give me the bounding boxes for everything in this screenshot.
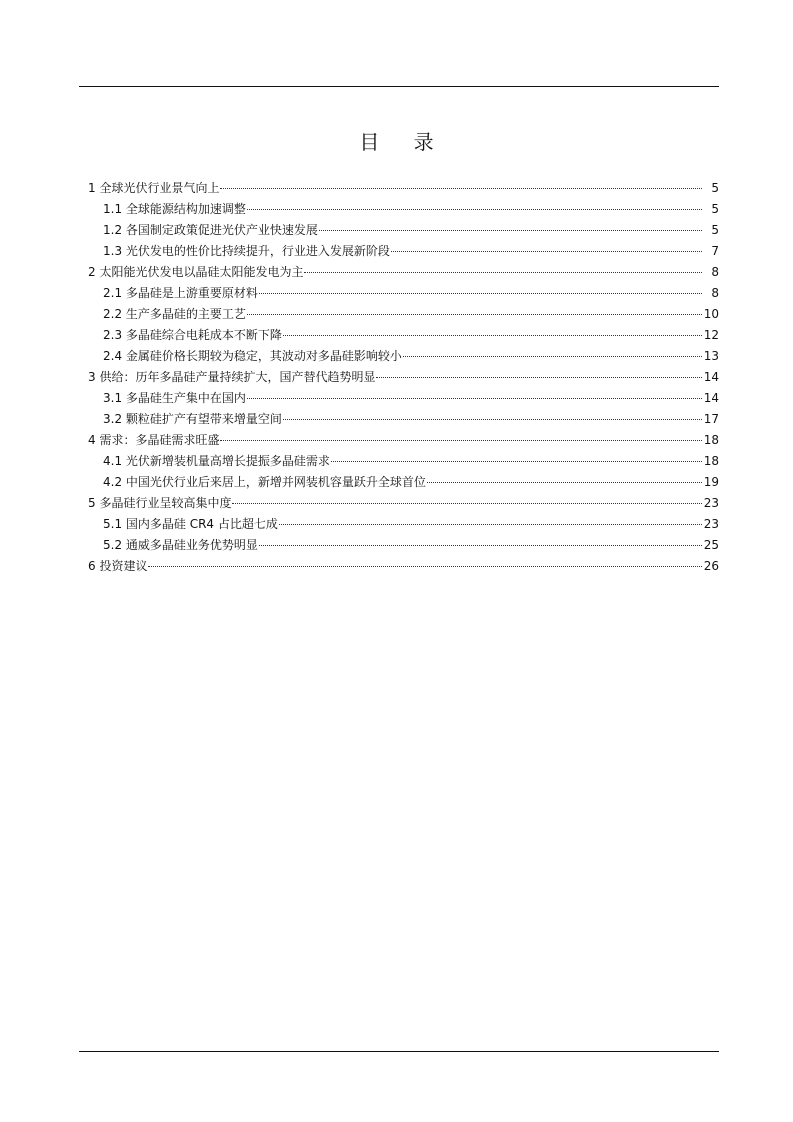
toc-entry[interactable] [88,346,719,367]
toc-entry[interactable] [88,241,719,262]
toc-leader-dots [331,449,702,462]
toc-entry-label: 1.1 全球能源结构加速调整 [103,202,246,216]
toc-leader-dots [427,470,702,483]
toc-entry-page: 26 [703,559,719,573]
toc-entry[interactable] [88,262,719,283]
toc-title: 目 录 [359,130,448,154]
toc-entry-label: 2 太阳能光伏发电以晶硅太阳能发电为主 [88,265,304,279]
toc-entry-label: 5.2 通威多晶硅业务优势明显 [103,538,258,552]
toc-leader-dots [376,365,702,378]
toc-entry-page: 8 [711,286,719,300]
toc-leader-dots [259,533,702,546]
toc-leader-dots [232,491,702,504]
toc-entry[interactable] [88,283,719,304]
toc-entry-page: 12 [703,328,719,342]
toc-entry[interactable] [88,535,719,556]
toc-entry-label: 2.1 多晶硅是上游重要原材料 [103,286,258,300]
toc-leader-dots [247,197,702,210]
toc-leader-dots [319,218,702,231]
toc-entry[interactable] [88,325,719,346]
toc-entry[interactable] [88,430,719,451]
toc-leader-dots [220,176,702,189]
toc-entry[interactable] [88,178,719,199]
toc-entry[interactable] [88,472,719,493]
table-of-contents [88,178,719,577]
toc-leader-dots [247,386,702,399]
toc-entry[interactable] [88,367,719,388]
toc-entry-page: 25 [703,538,719,552]
toc-entry-page: 14 [703,370,719,384]
toc-entry-label: 1.3 光伏发电的性价比持续提升，行业进入发展新阶段 [103,244,390,258]
toc-entry-page: 10 [703,307,719,321]
toc-leader-dots [259,281,702,294]
toc-entry-page: 18 [703,454,719,468]
toc-leader-dots [148,554,702,567]
toc-entry-page: 14 [703,391,719,405]
toc-entry[interactable] [88,199,719,220]
toc-entry[interactable] [88,493,719,514]
toc-entry-label: 1.2 各国制定政策促进光伏产业快速发展 [103,223,318,237]
toc-leader-dots [247,302,702,315]
toc-entry-label: 2.4 金属硅价格长期较为稳定，其波动对多晶硅影响较小 [103,349,402,363]
toc-entry-page: 13 [703,349,719,363]
toc-entry-page: 23 [703,517,719,531]
header-rule [79,86,719,87]
toc-entry-label: 2.2 生产多晶硅的主要工艺 [103,307,246,321]
toc-entry-label: 3.2 颗粒硅扩产有望带来增量空间 [103,412,282,426]
toc-entry[interactable] [88,409,719,430]
toc-entry-label: 6 投资建议 [88,559,148,573]
toc-entry[interactable] [88,304,719,325]
toc-entry-page: 23 [703,496,719,510]
toc-entry-label: 2.3 多晶硅综合电耗成本不断下降 [103,328,282,342]
toc-entry[interactable] [88,556,719,577]
toc-entry[interactable] [88,514,719,535]
toc-entry-label: 4 需求：多晶硅需求旺盛 [88,433,220,447]
toc-entry-label: 5.1 国内多晶硅 CR4 占比超七成 [103,517,278,531]
toc-entry-label: 1 全球光伏行业景气向上 [88,181,220,195]
footer-rule [79,1051,719,1052]
toc-entry-page: 8 [711,265,719,279]
toc-leader-dots [283,323,702,336]
toc-leader-dots [220,428,702,441]
toc-entry[interactable] [88,388,719,409]
toc-entry-page: 17 [703,412,719,426]
toc-entry-label: 5 多晶硅行业呈较高集中度 [88,496,232,510]
toc-entry-label: 4.1 光伏新增装机量高增长提振多晶硅需求 [103,454,330,468]
toc-entry[interactable] [88,451,719,472]
toc-entry-page: 19 [703,475,719,489]
toc-entry-label: 3 供给：历年多晶硅产量持续扩大，国产替代趋势明显 [88,370,376,384]
toc-entry[interactable] [88,220,719,241]
toc-entry-page: 18 [703,433,719,447]
toc-leader-dots [391,239,702,252]
toc-entry-page: 5 [711,223,719,237]
toc-leader-dots [279,512,702,525]
toc-entry-page: 5 [711,202,719,216]
toc-leader-dots [283,407,702,420]
toc-leader-dots [304,260,702,273]
toc-entry-label: 4.2 中国光伏行业后来居上，新增并网装机容量跃升全球首位 [103,475,426,489]
toc-entry-label: 3.1 多晶硅生产集中在国内 [103,391,246,405]
toc-leader-dots [403,344,702,357]
toc-entry-page: 5 [711,181,719,195]
toc-entry-page: 7 [711,244,719,258]
